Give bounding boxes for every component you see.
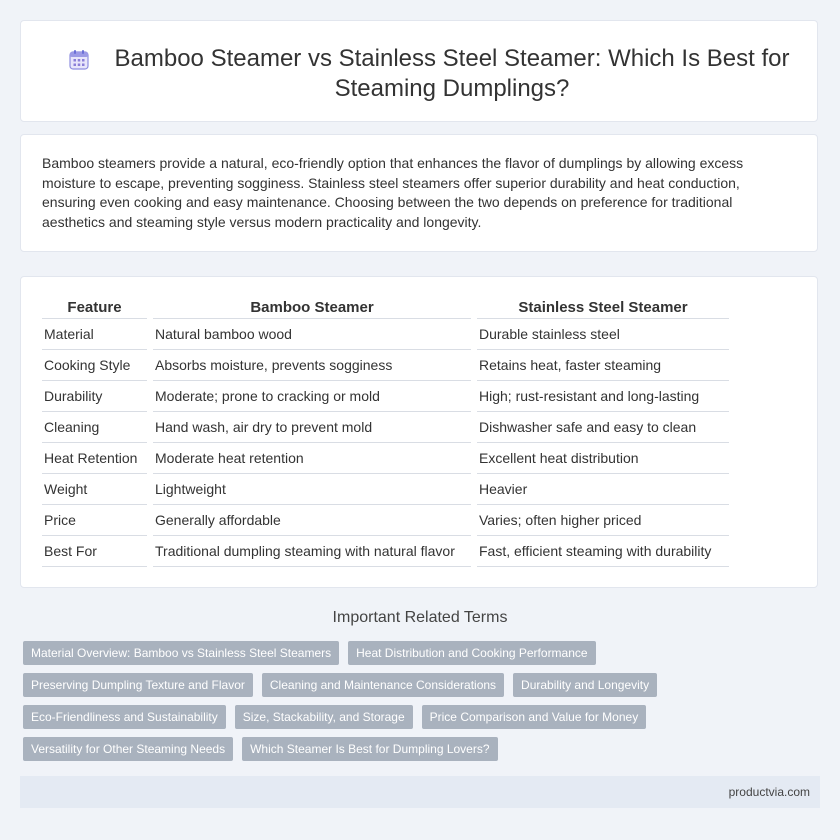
table-row [42, 536, 729, 567]
calendar-icon [68, 49, 90, 71]
table-cell: Moderate heat retention [153, 443, 471, 474]
tag-row [23, 673, 823, 697]
table-row [42, 474, 729, 505]
related-term-tag[interactable]: Eco-Friendliness and Sustainability [23, 705, 226, 729]
related-term-tag[interactable]: Material Overview: Bamboo vs Stainless Steel Steamers [23, 641, 339, 665]
comparison-card [20, 276, 818, 588]
table-cell: Retains heat, faster steaming [477, 350, 729, 381]
table-cell: Fast, efficient steaming with durability [477, 536, 729, 567]
table-cell: Varies; often higher priced [477, 505, 729, 536]
table-cell: Weight [42, 474, 147, 505]
table-cell: Excellent heat distribution [477, 443, 729, 474]
table-header-row [42, 296, 729, 319]
related-term-tag[interactable]: Durability and Longevity [513, 673, 657, 697]
related-terms-heading: Important Related Terms [332, 609, 508, 626]
related-term-tag[interactable]: Which Steamer Is Best for Dumpling Lovers? [242, 737, 497, 761]
table-cell: Best For [42, 536, 147, 567]
comparison-table [36, 296, 735, 567]
title-card [20, 20, 818, 122]
table-cell: Material [42, 319, 147, 350]
table-row [42, 412, 729, 443]
related-term-tag[interactable]: Heat Distribution and Cooking Performance [348, 641, 595, 665]
intro-paragraph: Bamboo steamers provide a natural, eco-friendly option that enhances the flavor of dumplings by allowing excess moisture to escape, preventing sogginess. Stainless steel steamers offer superior durability and heat conduction, ensuring even cooking and easy maintenance. Choosing between the two depends on preference for traditional aesthetics and steaming style versus modern practicality and longevity. [42, 155, 744, 230]
tag-row [23, 641, 823, 665]
table-cell: Absorbs moisture, prevents sogginess [153, 350, 471, 381]
table-cell: Cleaning [42, 412, 147, 443]
table-cell: Natural bamboo wood [153, 319, 471, 350]
table-cell: Traditional dumpling steaming with natural flavor [153, 536, 471, 567]
table-cell: Price [42, 505, 147, 536]
page-title: Bamboo Steamer vs Stainless Steel Steamer: Which Is Best for Steaming Dumplings? [114, 45, 790, 102]
related-term-tag[interactable]: Cleaning and Maintenance Considerations [262, 673, 504, 697]
table-row [42, 319, 729, 350]
table-row [42, 381, 729, 412]
table-cell: High; rust-resistant and long-lasting [477, 381, 729, 412]
column-header-steel: Stainless Steel Steamer [477, 296, 729, 319]
related-term-tag[interactable]: Preserving Dumpling Texture and Flavor [23, 673, 253, 697]
table-row [42, 505, 729, 536]
tag-row [23, 737, 823, 761]
table-cell: Hand wash, air dry to prevent mold [153, 412, 471, 443]
table-cell: Durability [42, 381, 147, 412]
table-cell: Heat Retention [42, 443, 147, 474]
footer-site-link[interactable]: productvia.com [728, 785, 810, 799]
table-cell: Generally affordable [153, 505, 471, 536]
related-terms-list [23, 641, 823, 769]
table-cell: Lightweight [153, 474, 471, 505]
table-row [42, 443, 729, 474]
column-header-feature: Feature [42, 296, 147, 319]
table-cell: Durable stainless steel [477, 319, 729, 350]
related-term-tag[interactable]: Size, Stackability, and Storage [235, 705, 413, 729]
table-row [42, 350, 729, 381]
table-cell: Cooking Style [42, 350, 147, 381]
table-cell: Dishwasher safe and easy to clean [477, 412, 729, 443]
column-header-bamboo: Bamboo Steamer [153, 296, 471, 319]
table-cell: Moderate; prone to cracking or mold [153, 381, 471, 412]
tag-row [23, 705, 823, 729]
related-term-tag[interactable]: Versatility for Other Steaming Needs [23, 737, 233, 761]
intro-card [20, 134, 818, 252]
related-term-tag[interactable]: Price Comparison and Value for Money [422, 705, 647, 729]
table-cell: Heavier [477, 474, 729, 505]
footer-bar [20, 776, 820, 808]
